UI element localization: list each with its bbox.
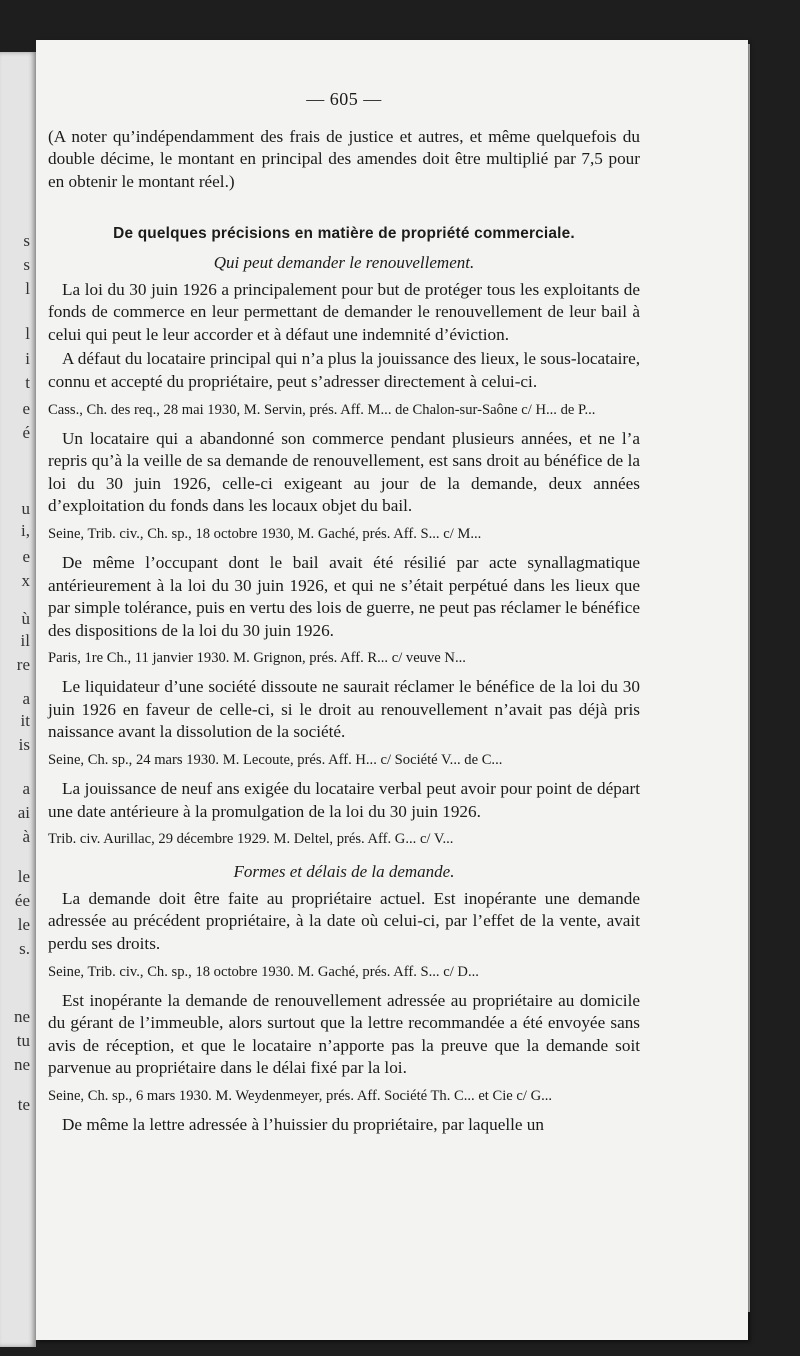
page-number: — 605 — bbox=[306, 89, 382, 109]
adjacent-page-fragment: s. bbox=[19, 939, 30, 958]
adjacent-page-fragment: re bbox=[16, 655, 30, 674]
adjacent-page-fragment: ai bbox=[17, 803, 30, 822]
adjacent-page-fragment: t bbox=[25, 373, 30, 392]
adjacent-page-fragment: a bbox=[22, 779, 30, 798]
adjacent-page-fragment: à bbox=[22, 827, 30, 846]
adjacent-page-fragment: ne bbox=[13, 1055, 30, 1074]
citation-3: Seine, Trib. civ., Ch. sp., 18 octobre 1930, M. Gaché, prés. Aff. S... c/ M... bbox=[48, 525, 482, 542]
paragraph-8: Est inopérante la demande de renouvellement adressée au propriétaire au domicile du gérant de l’immeuble, alors surtout que la lettre recommandée a été envoyée sans avis de réception, et que le locataire n’apporte pas la preuve que la demande soit parvenue au propriétaire dans le délai fixé par la loi. bbox=[48, 990, 640, 1078]
adjacent-page-fragment: x bbox=[21, 571, 30, 590]
adjacent-page-fragment: ée bbox=[14, 891, 30, 910]
paragraph-7: La demande doit être faite au propriétaire actuel. Est inopérante une demande adressée au précédent propriétaire, à la date où celui-ci, par l’effet de la vente, avait perdu ses droits. bbox=[48, 888, 640, 954]
section-title: De quelques précisions en matière de propriété commerciale. bbox=[113, 225, 575, 243]
intro-note: (A noter qu’indépendamment des frais de justice et autres, et même quelquefois du double décime, le montant en principal des amendes doit être multiplié par 7,5 pour en obtenir le montant réel.) bbox=[48, 126, 640, 191]
paragraph-1: La loi du 30 juin 1926 a principalement pour but de protéger tous les exploitants de fonds de commerce en leur permettant de demander le renouvellement de leur bail à celui qui peut le leur accorder et à défaut une indemnité d’éviction. bbox=[48, 279, 640, 344]
adjacent-page-fragment: s bbox=[23, 231, 30, 250]
adjacent-page-fragment: s bbox=[23, 255, 30, 274]
adjacent-page-fragment: e bbox=[22, 399, 30, 418]
adjacent-page-fragment: te bbox=[17, 1095, 30, 1114]
paragraph-3: Un locataire qui a abandonné son commerce pendant plusieurs années, et ne l’a repris qu’à la veille de sa demande de renouvellement, est sans droit au bénéfice de la loi du 30 juin 1926, celle-ci exigeant au jour de la demande, deux années d’exploitation du fonds dans les locaux objet du bail. bbox=[48, 428, 640, 516]
paragraph-9: De même la lettre adressée à l’huissier du propriétaire, par laquelle un bbox=[62, 1115, 544, 1134]
adjacent-page-fragment: is bbox=[18, 735, 30, 754]
adjacent-page-fragment: u bbox=[21, 499, 30, 518]
adjacent-page-fragment: il bbox=[20, 631, 30, 650]
adjacent-page-fragment: i, bbox=[21, 521, 30, 540]
citation-6: Trib. civ. Aurillac, 29 décembre 1929. M. Deltel, prés. Aff. G... c/ V... bbox=[48, 831, 454, 848]
paragraph-2: A défaut du locataire principal qui n’a plus la jouissance des lieux, le sous-locataire, connu et accepté du propriétaire, peut s’adresser directement à celui-ci. bbox=[48, 349, 640, 391]
citation-2: Cass., Ch. des req., 28 mai 1930, M. Servin, prés. Aff. M... de Chalon-sur-Saône c/ H... de P... bbox=[48, 401, 596, 418]
document-page bbox=[36, 40, 748, 1340]
citation-7: Seine, Trib. civ., Ch. sp., 18 octobre 1930. M. Gaché, prés. Aff. S... c/ D... bbox=[48, 963, 479, 980]
citation-8: Seine, Ch. sp., 6 mars 1930. M. Weydenmeyer, prés. Aff. Société Th. C... et Cie c/ G... bbox=[48, 1088, 553, 1104]
subsection-title-2: Formes et délais de la demande. bbox=[233, 862, 455, 882]
citation-5: Seine, Ch. sp., 24 mars 1930. M. Lecoute, prés. Aff. H... c/ Société V... de C... bbox=[48, 752, 503, 769]
adjacent-page-edge bbox=[0, 52, 36, 1347]
paragraph-4: De même l’occupant dont le bail avait été résilié par acte synallagmatique antérieurement à la loi du 30 juin 1926, et qui ne s’était perpétué dans les lieux que par simple tolérance, puis en vertu des lois de guerre, ne peut pas réclamer le bénéfice des dispositions de la loi du 30 juin 1926. bbox=[48, 552, 640, 640]
paragraph-6: La jouissance de neuf ans exigée du locataire verbal peut avoir pour point de départ une date antérieure à la promulgation de la loi du 30 juin 1926. bbox=[48, 779, 640, 821]
adjacent-page-fragment: tu bbox=[16, 1031, 30, 1050]
adjacent-page-fragment: i bbox=[25, 349, 30, 368]
adjacent-page-fragment: le bbox=[17, 867, 30, 886]
adjacent-page-fragment: ne bbox=[13, 1007, 30, 1026]
adjacent-page-fragment: it bbox=[20, 711, 30, 730]
adjacent-page-fragment: ù bbox=[21, 609, 30, 628]
adjacent-page-fragment: l bbox=[25, 324, 30, 343]
adjacent-page-fragment: le bbox=[17, 915, 30, 934]
adjacent-page-fragment: a bbox=[22, 689, 30, 708]
page-content bbox=[48, 88, 640, 1137]
citation-4: Paris, 1re Ch., 11 janvier 1930. M. Grignon, prés. Aff. R... c/ veuve N... bbox=[48, 650, 466, 667]
adjacent-page-fragment: l bbox=[25, 279, 30, 298]
adjacent-page-fragment: e bbox=[22, 547, 30, 566]
paragraph-5: Le liquidateur d’une société dissoute ne saurait réclamer le bénéfice de la loi du 30 juin 1926 en faveur de celle-ci, si le droit au renouvellement n’avait pas déjà pris naissance avant la dissolution de la société. bbox=[48, 677, 640, 742]
subsection-title-1: Qui peut demander le renouvellement. bbox=[213, 252, 475, 272]
adjacent-page-fragment: é bbox=[22, 423, 30, 442]
